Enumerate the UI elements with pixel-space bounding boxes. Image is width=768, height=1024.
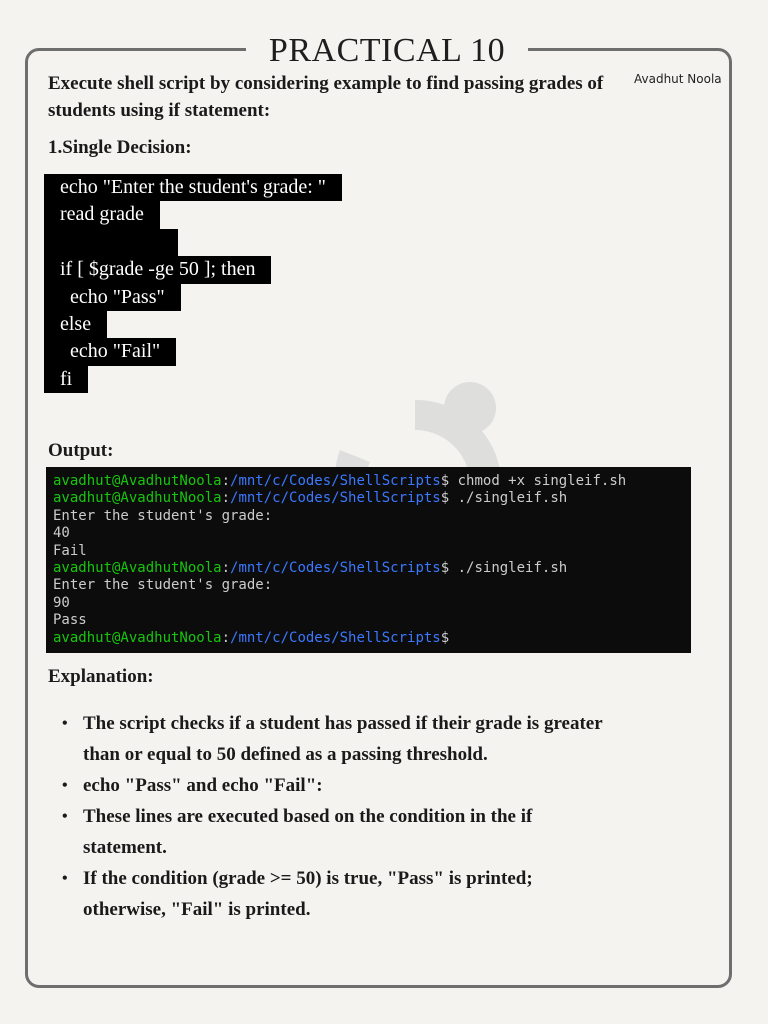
terminal-line: Enter the student's grade: (53, 577, 273, 594)
code-line (44, 284, 342, 311)
terminal-command: ./singleif.sh (449, 559, 568, 576)
code-line (44, 366, 342, 393)
code-line-text: else (44, 311, 107, 338)
terminal-prompt-symbol: $ (440, 559, 450, 576)
terminal-path: /mnt/c/Codes/ShellScripts (230, 490, 441, 507)
section-heading-single-decision: 1.Single Decision: (48, 137, 192, 158)
code-line (44, 311, 342, 338)
terminal-line: Fail (53, 542, 87, 559)
explanation-text: If the condition (grade >= 50) is true, "Pass" is printed; otherwise, "Fail" is printed. (83, 868, 533, 920)
terminal-prompt-symbol: $ (440, 490, 450, 507)
bullet-icon: • (62, 777, 68, 794)
bullet-icon: • (62, 715, 68, 732)
terminal-line (53, 630, 684, 647)
terminal-path: /mnt/c/Codes/ShellScripts (230, 473, 441, 489)
code-line-text: echo "Enter the student's grade: " (44, 174, 342, 201)
terminal-path: /mnt/c/Codes/ShellScripts (230, 629, 441, 646)
terminal-colon: : (221, 559, 231, 576)
terminal-prompt-symbol: $ (440, 473, 450, 489)
code-line-text: echo "Pass" (44, 284, 181, 311)
explanation-list (48, 708, 608, 925)
bullet-icon: • (62, 870, 68, 887)
terminal-line (53, 560, 684, 577)
explanation-item (48, 708, 608, 770)
explanation-text: These lines are executed based on the condition in the if statement. (83, 806, 533, 858)
explanation-item (48, 801, 608, 863)
explanation-heading: Explanation: (48, 666, 154, 687)
code-line-text: if [ $grade -ge 50 ]; then (44, 256, 271, 283)
terminal-output (46, 467, 691, 653)
code-line-text: echo "Fail" (44, 338, 176, 365)
explanation-item (48, 770, 608, 801)
code-line (44, 201, 342, 228)
terminal-user: avadhut@AvadhutNoola (53, 490, 222, 507)
terminal-colon: : (221, 629, 231, 646)
terminal-user: avadhut@AvadhutNoola (53, 629, 222, 646)
code-line-text (44, 229, 178, 256)
terminal-command: ./singleif.sh (449, 490, 568, 507)
explanation-text: The script checks if a student has passed if their grade is greater than or equal to 50 defined as a passing threshold. (83, 713, 603, 765)
code-line-text: read grade (44, 201, 160, 228)
terminal-line: 40 (53, 525, 70, 542)
code-line-text: fi (44, 366, 88, 393)
explanation-item (48, 863, 608, 925)
code-line (44, 338, 342, 365)
author-name: Avadhut Noola (634, 72, 722, 86)
code-line (44, 174, 342, 201)
bullet-icon: • (62, 808, 68, 825)
code-line (44, 229, 342, 256)
code-block (44, 174, 342, 393)
output-heading: Output: (48, 440, 114, 461)
terminal-path: /mnt/c/Codes/ShellScripts (230, 559, 441, 576)
terminal-colon: : (221, 490, 231, 507)
intro-text: Execute shell script by considering example to find passing grades of students using if statement: (48, 73, 604, 121)
terminal-user: avadhut@AvadhutNoola (53, 559, 222, 576)
terminal-line: Enter the student's grade: (53, 507, 273, 524)
terminal-command: chmod +x singleif.sh (449, 473, 627, 489)
explanation-text: echo "Pass" and echo "Fail": (83, 775, 323, 796)
terminal-line (53, 473, 684, 490)
terminal-user: avadhut@AvadhutNoola (53, 473, 222, 489)
terminal-line (53, 490, 684, 507)
terminal-line: 90 (53, 594, 70, 611)
terminal-line: Pass (53, 612, 87, 629)
terminal-prompt-symbol: $ (440, 629, 450, 646)
page-title: PRACTICAL 10 (246, 30, 528, 72)
code-line (44, 256, 342, 283)
terminal-colon: : (221, 473, 231, 489)
